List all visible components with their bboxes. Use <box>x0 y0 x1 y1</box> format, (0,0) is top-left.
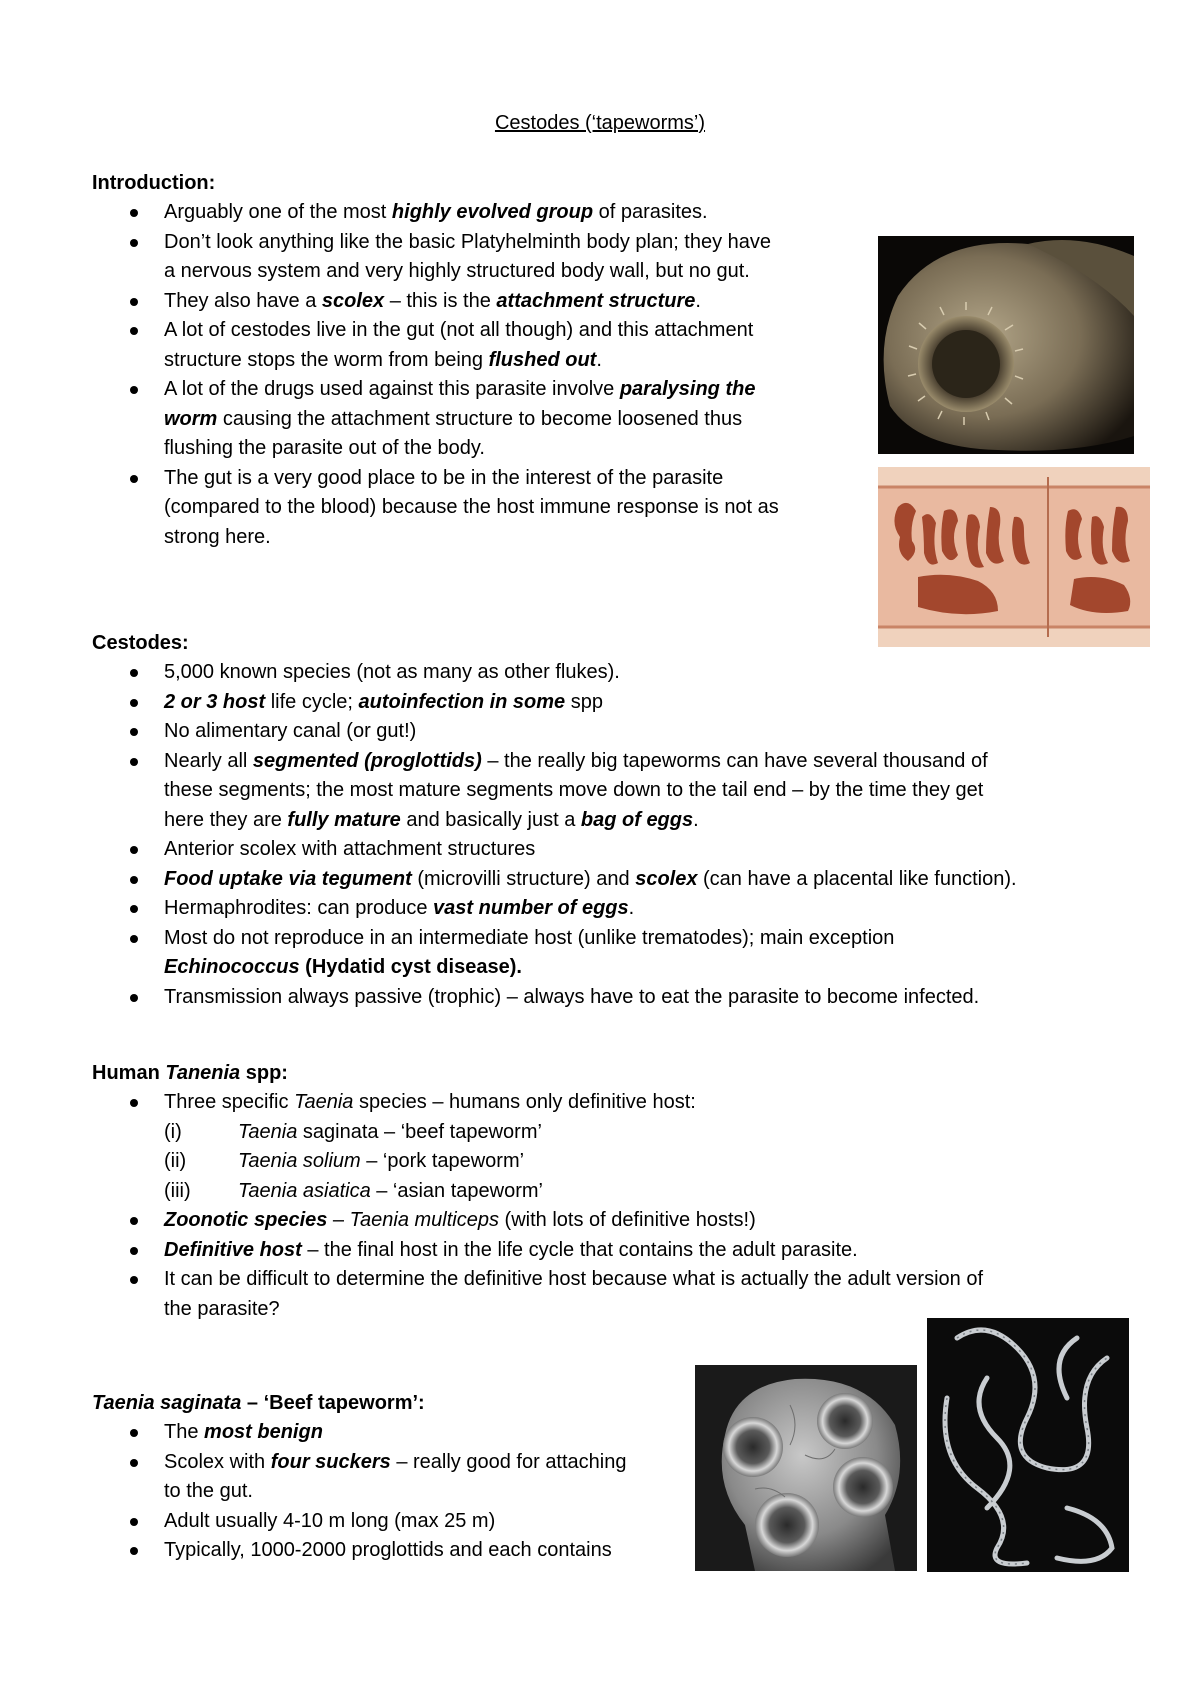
cestodes-heading: Cestodes: <box>92 632 189 654</box>
human-taenia-list <box>92 1088 1142 1118</box>
list-item: Typically, 1000-2000 proglottids and each contains <box>92 1536 692 1566</box>
list-item: Adult usually 4-10 m long (max 25 m) <box>92 1507 692 1537</box>
introduction-heading: Introduction: <box>92 172 216 194</box>
species-item: (i) Taenia saginata – ‘beef tapeworm’ <box>164 1120 542 1143</box>
list-item: Nearly all segmented (proglottids) – the really big tapeworms can have several thousand of these segments; the most mature segments move down to the tail end – by the time they get here they are fully mature and basically just a bag of eggs. <box>92 747 1142 836</box>
list-item: Transmission always passive (trophic) – always have to eat the parasite to become infected. <box>92 983 1142 1013</box>
human-taenia-list-continued <box>92 1206 1142 1324</box>
taenia-saginata-section <box>92 1388 692 1566</box>
list-item: It can be difficult to determine the definitive host because what is actually the adult version of the parasite? <box>92 1265 1142 1324</box>
cestodes-section <box>92 628 1142 1012</box>
list-item: 2 or 3 host life cycle; autoinfection in some spp <box>92 688 1142 718</box>
list-item: Scolex with four suckers – really good for attaching to the gut. <box>92 1448 692 1507</box>
page-title: Cestodes (‘tapeworms’) <box>494 112 706 134</box>
list-item: The most benign <box>92 1418 692 1448</box>
list-item: Don’t look anything like the basic Platyhelminth body plan; they have a nervous system and very highly structured body wall, but no gut. <box>92 228 872 287</box>
list-item: No alimentary canal (or gut!) <box>92 717 1142 747</box>
list-item: 5,000 known species (not as many as other flukes). <box>92 658 1142 688</box>
list-item: Most do not reproduce in an intermediate host (unlike trematodes); main exception Echinococcus (Hydatid cyst disease). <box>92 924 1142 983</box>
list-item: Three specific Taenia species – humans only definitive host: <box>92 1088 1142 1118</box>
list-item: Zoonotic species – Taenia multiceps (with lots of definitive hosts!) <box>92 1206 1142 1236</box>
cestodes-list <box>92 658 1142 1012</box>
list-item: The gut is a very good place to be in the interest of the parasite (compared to the blood) because the host immune response is not as strong here. <box>92 464 872 553</box>
taenia-saginata-heading: Taenia saginata – ‘Beef tapeworm’: <box>92 1392 425 1414</box>
introduction-list <box>92 198 872 552</box>
scolex-hooks-image <box>878 236 1134 454</box>
list-item: Food uptake via tegument (microvilli structure) and scolex (can have a placental like function). <box>92 865 1142 895</box>
taenia-saginata-list <box>92 1418 692 1566</box>
list-item: Arguably one of the most highly evolved group of parasites. <box>92 198 872 228</box>
human-taenia-heading: Human Tanenia spp: <box>92 1062 288 1084</box>
scolex-suckers-image <box>695 1365 917 1571</box>
list-item: A lot of cestodes live in the gut (not all though) and this attachment structure stops the worm from being flushed out. <box>92 316 872 375</box>
proglottid-stained-image <box>878 467 1150 647</box>
list-item: They also have a scolex – this is the attachment structure. <box>92 287 872 317</box>
introduction-section <box>92 168 872 552</box>
adult-tapeworm-image <box>927 1318 1129 1572</box>
list-item: Anterior scolex with attachment structures <box>92 835 1142 865</box>
list-item: A lot of the drugs used against this parasite involve paralysing the worm causing the attachment structure to become loosened thus flushing the parasite out of the body. <box>92 375 872 464</box>
list-item: Hermaphrodites: can produce vast number of eggs. <box>92 894 1142 924</box>
list-item: Definitive host – the final host in the life cycle that contains the adult parasite. <box>92 1236 1142 1266</box>
human-taenia-section <box>92 1058 1142 1324</box>
species-item: (iii) Taenia asiatica – ‘asian tapeworm’ <box>164 1179 543 1202</box>
species-item: (ii) Taenia solium – ‘pork tapeworm’ <box>164 1150 525 1172</box>
